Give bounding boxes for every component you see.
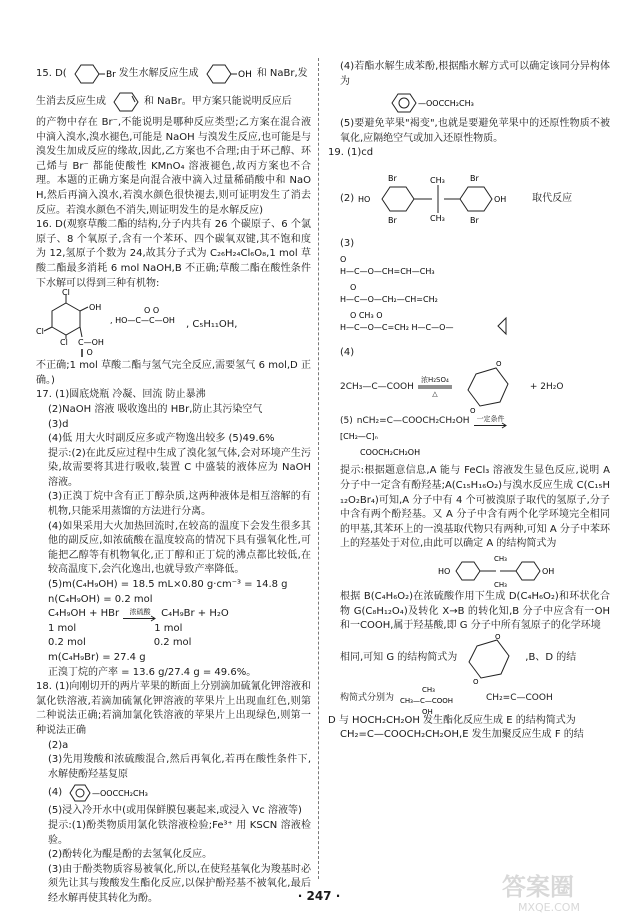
q19-hint-5: D 与 HOCH₂CH₂OH 发生酯化反应生成 E 的结构简式为 xyxy=(328,714,576,726)
q15-prefix: 15. D( xyxy=(36,67,67,79)
q17-answer-3: (3)d xyxy=(48,418,69,430)
q17-mole-2: 1 mol xyxy=(154,622,183,634)
q18-hint-2: (2)酚转化为醌是酚的去氢氧化反应。 xyxy=(48,849,213,861)
svg-text:Br: Br xyxy=(105,70,116,80)
q15-body: 的产物中存在 Br⁻,不能说明是哪种反应类型;乙方案在混合液中滴入溴水,溴水褪色,可能是 NaOH 与溴发生反应,也可能是与溴发生加成反应的缘故,因此,乙方案也不合理;由于环己醇、环己烯与 Br⁻ 都能使酸性 KMnO₄ 溶液褪色,故丙方案也不合理。本题的正确方案是向混合液中滴入过量稀硝酸中和 NaOH,然后再滴入溴水,若溴水颜色很快褪去,则可证明发生了消去反应。若溴水颜色不消失,则证明发生的是水解反应) xyxy=(36,117,311,216)
q18-answer-5: (5)浸入冷开水中(或用保鲜膜包裹起来,或浸入 Vc 溶液等) xyxy=(48,805,302,817)
q18-answer-2: (2)a xyxy=(48,739,69,751)
q19-answer-1: 19. (1)cd xyxy=(328,147,374,159)
q19-answer-2-label: (2) xyxy=(340,192,355,204)
q17-mole-3: 0.2 mol xyxy=(48,637,86,649)
svg-text:O O: O O xyxy=(144,306,160,316)
svg-text:H—C—O—C=CH₂ H—C—O—: H—C—O—C=CH₂ H—C—O— xyxy=(340,322,454,332)
svg-text:OH: OH xyxy=(422,707,433,716)
svg-text:Cl: Cl xyxy=(36,327,44,337)
isomer-structure xyxy=(328,91,610,115)
svg-text:O: O xyxy=(340,254,347,264)
q19-hint-2: 根据 B(C₄H₆O₂)在浓硫酸作用下生成 D(C₄H₆O₂)和环状化合物 G(C₈H₁₂O₄)及转化 X→B 的转化知,B 分子中应含有一OH 和一COOH,属于羟基酸,即 G 分子中所有氢原子的化学环境 xyxy=(340,590,610,632)
q16-text: 16. D(观察草酸二酯的结构,分子内共有 26 个碳原子、6 个氯原子、8 个氧原子,含有一个苯环、四个碳氧双键,其不饱和度为 12,氢原子个数为 24,故其分子式为 C₂₆H₂₄Cl₆O₈,1 mol 草酸二酯最多消耗 6 mol NaOH,B 不正确;草酸二酯在酸性条件下水解可以得到三种有机物: xyxy=(36,219,311,289)
svg-text:O: O xyxy=(473,677,479,686)
q17-reaction-arrow xyxy=(123,608,157,621)
svg-text:‖ O: ‖ O xyxy=(80,348,93,358)
svg-text:O: O xyxy=(495,632,501,641)
svg-text:CH₃: CH₃ xyxy=(494,554,507,563)
g-structure xyxy=(461,634,521,684)
q19-isomer-structures xyxy=(340,252,600,346)
svg-text:O: O xyxy=(495,360,502,369)
q17-mass: m(C₄H₉Br) = 27.4 g xyxy=(48,652,146,663)
b-structure xyxy=(400,684,480,714)
q16-end: 不正确;1 mol 草酸二酯与氢气完全反应,需要氢气 6 mol,D 正确。) xyxy=(36,360,311,386)
q19-polymer-condition: 一定条件 xyxy=(476,414,505,423)
svg-text:Cl: Cl xyxy=(62,288,70,298)
q19-reaction-type: 取代反应 xyxy=(532,192,573,204)
q19-heat: △ xyxy=(432,390,438,399)
q15-text-d: 生消去反应生成 xyxy=(36,95,106,107)
watermark-logo xyxy=(496,867,624,915)
d-structure: CH₂=C—COOH xyxy=(486,693,553,704)
svg-text:, HO—C—C—OH: , HO—C—C—OH xyxy=(110,316,175,326)
q19-equation-arrow xyxy=(418,376,452,398)
svg-text:H—C—O—CH₂—CH=CH₂: H—C—O—CH₂—CH=CH₂ xyxy=(340,294,438,304)
q17-answer-1: 17. (1)圆底烧瓶 冷凝、回流 防止暴沸 xyxy=(36,389,206,401)
q17-catalyst: 浓硫酸 xyxy=(129,608,151,617)
svg-text:Cl: Cl xyxy=(60,338,68,348)
q18-answer-4-label: (4) xyxy=(48,787,63,799)
q15-text-c: 和 NaBr,发 xyxy=(256,67,308,79)
svg-text:CH₃: CH₃ xyxy=(430,213,445,223)
bisphenol-a-structure xyxy=(328,554,610,588)
svg-text:HO: HO xyxy=(438,566,451,576)
svg-text:Br: Br xyxy=(470,173,479,183)
q17-hint-4: (4)如果采用大火加热回流时,在较高的温度下会发生很多其他的副反应,如浓硫酸在温度较高的情况下具有强氧化性,可能把乙醇等有机物氧化,正丁醇和正丁烷的沸点都比较低,在较高温度下,会汽化逸出,也就导致产率降低。 xyxy=(48,520,311,576)
svg-text:O CH₃ O: O CH₃ O xyxy=(350,310,383,320)
svg-text:MXQE.COM: MXQE.COM xyxy=(518,901,580,914)
svg-text:COOCH₂CH₂OH: COOCH₂CH₂OH xyxy=(360,447,421,457)
right-column xyxy=(328,60,610,881)
q18-answer-1: 18. (1)向刚切开的两片苹果的断面上分别滴加硫氰化钾溶液和氯化铁溶液,若滴加硫氰化钾溶液的苹果片上出现血红色,则第二种说法正确;若滴加氯化铁溶液的苹果片上出现绿色,则第一种说法正确 xyxy=(36,681,311,736)
q19-hint-4-text: 构简式分别为 xyxy=(340,693,395,704)
q17-reactants: C₄H₉OH + HBr xyxy=(48,608,120,620)
q17-yield: 正溴丁烷的产率 = 13.6 g/27.4 g = 49.6%。 xyxy=(48,666,257,678)
svg-text:CH₃: CH₃ xyxy=(422,685,435,694)
q17-reaction xyxy=(36,607,311,622)
q19-esterification-equation xyxy=(340,360,610,414)
q17-mole-row-2 xyxy=(36,636,311,651)
svg-text:答案圈: 答案圈 xyxy=(502,873,574,901)
q15-line1 xyxy=(36,60,311,88)
polymer-structure xyxy=(340,429,480,459)
q17-hint-5: (5)m(C₄H₉OH) = 18.5 mL×0.80 g·cm⁻³ = 14.8 g xyxy=(48,579,288,591)
q17-answer-4: (4)低 用大火时副反应多或产物逸出较多 (5)49.6% xyxy=(48,433,275,445)
svg-text:CH₃—C—COOH: CH₃—C—COOH xyxy=(400,696,454,705)
bromocyclohexane-structure xyxy=(69,62,117,86)
cyclohexanol-structure xyxy=(201,62,255,86)
q19-answer-2 xyxy=(328,161,610,237)
q16-tail: , C₅H₁₁OH, xyxy=(186,318,238,330)
r-answer-5: (5)要避免苹果"褐变",也就是要避免苹果中的还原性物质不被氧化,应隔绝空气或加入还原性物质。 xyxy=(340,118,610,144)
q18-answer-4 xyxy=(36,782,311,804)
q19-hint-3-tail: ,B、D 的结 xyxy=(525,652,577,664)
q19-catalyst: 浓H₂SO₄ xyxy=(420,376,449,385)
q17-mole-row-1 xyxy=(36,622,311,637)
svg-text:C—OH: C—OH xyxy=(78,338,104,348)
q15-text-b: 发生水解反应生成 xyxy=(118,67,199,79)
svg-text:CH₃: CH₃ xyxy=(430,175,445,185)
q17-hint: 提示:(2)在此反应过程中生成了溴化氢气体,会对环境产生污染,故需要将其进行吸收,装置 C 中盛装的液体应为 NaOH 溶液。 xyxy=(48,447,311,488)
q19-equation-water: + 2H₂O xyxy=(529,381,564,392)
cyclic-diester-structure xyxy=(456,360,526,414)
svg-text:—OOCCH₂CH₃: —OOCCH₂CH₃ xyxy=(418,99,474,109)
q15-text-e: 和 NaBr。甲方案只能说明反应后 xyxy=(144,95,292,107)
svg-text:—OOCCH₂CH₃: —OOCCH₂CH₃ xyxy=(92,789,148,799)
svg-text:OH: OH xyxy=(237,70,252,80)
q17-hint-3: (3)正溴丁烷中含有正丁醇杂质,这两种液体是相互溶解的有机物,只能采用蒸馏的方法进行分离。 xyxy=(48,491,311,518)
page-number: · 247 · xyxy=(297,889,341,903)
q18-hint-1: 提示:(1)酚类物质用氯化铁溶液检验;Fe³⁺ 用 KSCN 溶液检验。 xyxy=(48,819,311,846)
q19-answer-3 xyxy=(328,237,610,346)
r-answer-4: (4)若酯水解生成苯酚,根据酯水解方式可以确定该同分异构体为 xyxy=(340,61,610,87)
column-divider xyxy=(318,58,319,879)
q19-answer-5-label: (5) xyxy=(340,416,353,427)
svg-text:H—C—O—CH=CH—CH₃: H—C—O—CH=CH—CH₃ xyxy=(340,266,435,276)
tetrabromobisphenol-structure xyxy=(358,161,528,237)
svg-text:Br: Br xyxy=(388,173,397,183)
q19-hint-3-text: 相同,可知 G 的结构简式为 xyxy=(340,652,458,664)
svg-text:O: O xyxy=(350,282,357,292)
q19-answer-3-label: (3) xyxy=(340,237,355,249)
svg-text:Br: Br xyxy=(470,215,479,225)
q17-products: C₄H₉Br + H₂O xyxy=(161,608,229,620)
cyclohexene-structure xyxy=(108,90,142,114)
q19-hint-4 xyxy=(328,684,610,714)
q19-polymerization xyxy=(340,414,610,429)
svg-text:OH: OH xyxy=(494,194,507,204)
q17-hint-5b: n(C₄H₉OH) = 0.2 mol xyxy=(48,593,153,605)
q17-mole-4: 0.2 mol xyxy=(153,637,192,649)
left-column xyxy=(36,60,311,904)
svg-text:OH: OH xyxy=(542,566,555,576)
q15-line2 xyxy=(36,88,311,116)
q19-equation-reactant: 2CH₃—C—COOH xyxy=(340,381,414,392)
q17-mole-1: 1 mol xyxy=(48,622,77,634)
svg-text:HO: HO xyxy=(358,194,371,204)
q16-hydrolysis-products xyxy=(36,288,311,358)
q19-answer-4 xyxy=(328,346,610,415)
q19-monomer: nCH₂=C—COOCH₂CH₂OH xyxy=(356,416,470,427)
q19-answer-4-label: (4) xyxy=(340,346,355,358)
q19-hint-6: CH₂=C—COOCH₂CH₂OH,E 发生加聚反应生成 F 的结 xyxy=(340,729,584,741)
q19-hint-3 xyxy=(328,634,610,684)
q17-answer-2: (2)NaOH 溶液 吸收逸出的 HBr,防止其污染空气 xyxy=(48,403,263,415)
q19-polymer-arrow xyxy=(474,415,508,428)
q19-hint: 提示:根据题意信息,A 能与 FeCl₃ 溶液发生显色反应,说明 A 分子中一定含有酚羟基;A(C₁₅H₁₆O₂)与溴水反应生成 C(C₁₅H₁₂O₂Br₄)可知,A 分子中有 4 个可被溴原子取代的氢原子,分子中含有两个酚羟基。又 A 分子中含有两个化学环境完全相同的甲基,其苯环上的一溴基取代物只有两种,可知 A 分子中苯环上的羟基处于对位,由此可以确定 A 的结构简式为 xyxy=(340,465,610,550)
svg-text:[CH₂—C]ₙ: [CH₂—C]ₙ xyxy=(340,431,378,441)
q18-answer-3: (3)先用羧酸和浓硫酸混合,然后再氧化,若再在酸性条件下,水解使酚羟基复原 xyxy=(48,754,311,780)
q19-answer-5 xyxy=(328,414,610,464)
svg-text:Br: Br xyxy=(388,215,397,225)
svg-text:CH₃: CH₃ xyxy=(494,580,507,589)
svg-text:OH: OH xyxy=(89,303,102,313)
phenyl-ester-structure xyxy=(66,782,176,804)
svg-text:O: O xyxy=(469,407,476,416)
q18-hint-3: (3)由于酚类物质容易被氧化,所以,在使羟基氧化为羧基时必须先让其与羧酸发生酯化反应,以保护酚羟基不被氧化,最后经水解再使其转化为酚。 xyxy=(48,863,311,904)
